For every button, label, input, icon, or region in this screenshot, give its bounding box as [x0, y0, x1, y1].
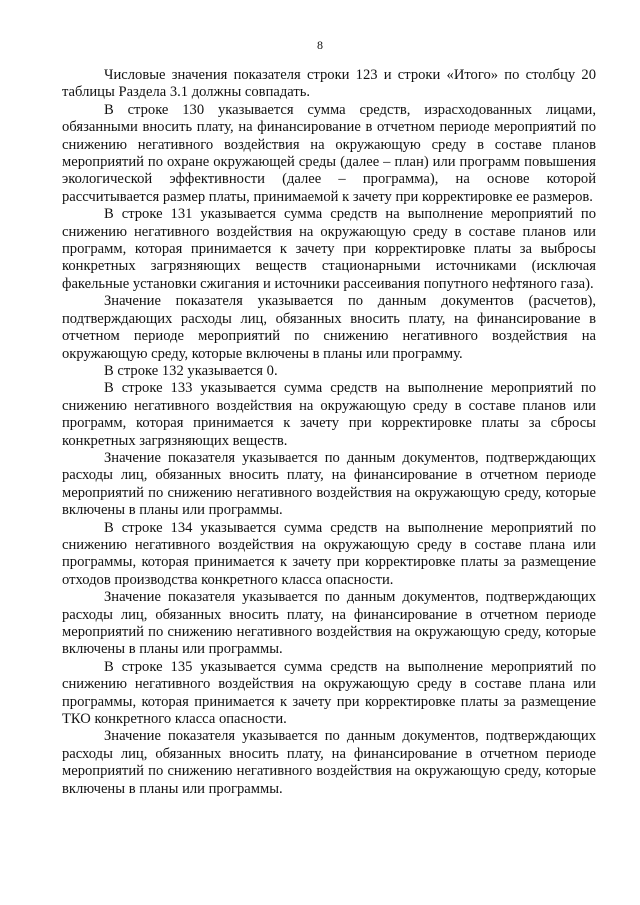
paragraph-row-132: В строке 132 указывается 0. — [104, 362, 278, 379]
paragraph-row-133-value: Значение показателя указывается по данным документов, подтверждающих расходы лиц, обязанных вносить плату, на финансирование в отчетном периоде мероприятий по снижению негативного воздействия на окружающую среду, которые включены в планы или программы. — [62, 449, 596, 519]
paragraph-row-135-value: Значение показателя указывается по данным документов, подтверждающих расходы лиц, обязанных вносить плату, на финансирование в отчетном периоде мероприятий по снижению негативного воздействия на окружающую среду, которые включены в планы или программы. — [62, 728, 596, 797]
paragraph-row-134: В строке 134 указывается сумма средств на выполнение мероприятий по снижению негативного воздействия на окружающую среду в составе плана или программы, которая принимается к зачету при корректировке платы за размещение отходов производства конкретного класса опасности. — [62, 519, 596, 588]
paragraph-row-131: В строке 131 указывается сумма средств на выполнение мероприятий по снижению негативного воздействия на окружающую среду в составе планов или программ, которая принимается к зачету при корректировке платы за выбросы конкретных загрязняющих веществ стационарными источниками (исключая факельные установки сжигания и источники рассеивания попутного нефтяного газа). — [62, 206, 596, 292]
paragraph-row-131-value: Значение показателя указывается по данным документов (расчетов), подтверждающих расходы лиц, обязанных вносить плату, на финансирование в отчетном периоде мероприятий по снижению негативного воздействия на окружающую среду, которые включены в планы или программу. — [62, 293, 596, 362]
paragraph-row-134-value: Значение показателя указывается по данным документов, подтверждающих расходы лиц, обязанных вносить плату, на финансирование в отчетном периоде мероприятий по снижению негативного воздействия на окружающую среду, которые включены в планы или программы. — [62, 589, 596, 658]
paragraph-row-130: В строке 130 указывается сумма средств, израсходованных лицами, обязанными вносить плату, на финансирование в отчетном периоде мероприятий по снижению негативного воздействия на окружающую среду в составе планов мероприятий по охране окружающей среды (далее – план) или программ повышения экологической эффективности (далее – программа), на основе которой рассчитывается размер платы, принимаемой к зачету при корректировке ее размеров. — [62, 101, 596, 205]
paragraph-row-135: В строке 135 указывается сумма средств на выполнение мероприятий по снижению негативного воздействия на окружающую среду в составе плана или программы, которая принимается к зачету при корректировке платы за размещение ТКО конкретного класса опасности. — [62, 658, 596, 728]
paragraph-row-133: В строке 133 указывается сумма средств на выполнение мероприятий по снижению негативного воздействия на окружающую среду в составе планов или программ, которая принимается к зачету при корректировке платы за сбросы конкретных загрязняющих веществ. — [62, 380, 596, 449]
document-body — [62, 67, 596, 798]
paragraph-row-123-note: Числовые значения показателя строки 123 и строки «Итого» по столбцу 20 таблицы Раздела 3.1 должны совпадать. — [62, 67, 596, 101]
page-number: 8 — [317, 38, 323, 52]
